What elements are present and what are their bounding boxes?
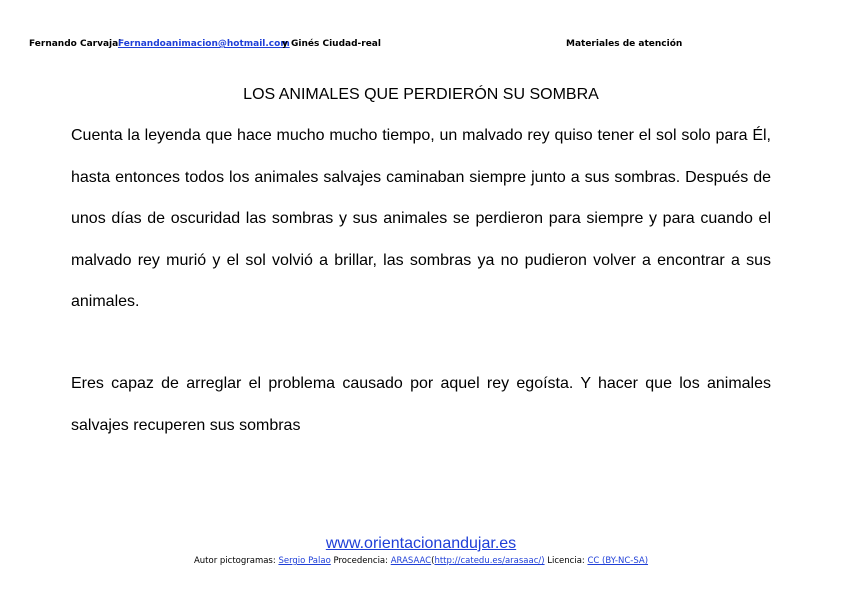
document-title: LOS ANIMALES QUE PERDIERÓN SU SOMBRA: [243, 86, 599, 103]
license-link[interactable]: CC (BY-NC-SA): [587, 556, 649, 566]
pictograms-label: Autor pictogramas:: [193, 556, 276, 566]
task-paragraph: Eres capaz de arreglar el problema causado por aquel rey egoísta. Y hacer que los animales salvajes recuperen sus sombras: [71, 375, 771, 434]
website-link[interactable]: www.orientacionandujar.es: [325, 535, 517, 552]
pictograms-author-link[interactable]: Sergio Palao: [278, 556, 331, 566]
license-label: Licencia:: [547, 556, 585, 566]
credits-line: [0, 555, 842, 567]
source-open-paren: (: [431, 556, 435, 566]
header-email-link[interactable]: Fernandoanimacion@hotmail.com: [118, 39, 290, 49]
source-label: Procedencia:: [333, 556, 389, 566]
header-author-gines: y Ginés Ciudad-real: [282, 39, 381, 49]
source-url-link[interactable]: http://catedu.es/arasaac/): [434, 556, 545, 566]
story-paragraph: Cuenta la leyenda que hace mucho mucho tiempo, un malvado rey quiso tener el sol solo para Él, hasta entonces todos los animales salvajes caminaban siempre junto a sus sombras. Después de unos días de oscuridad las sombras y sus animales se perdieron para siempre y para cuando el malvado rey murió y el sol volvió a brillar, las sombras ya no pudieron volver a encontrar a sus animales.: [71, 127, 771, 310]
header-author-fernando: Fernando Carvajal: [29, 39, 122, 49]
header-materials-label: Materiales de atención: [566, 39, 683, 49]
page-header: [29, 37, 819, 51]
source-name-link[interactable]: ARASAAC: [390, 556, 432, 566]
